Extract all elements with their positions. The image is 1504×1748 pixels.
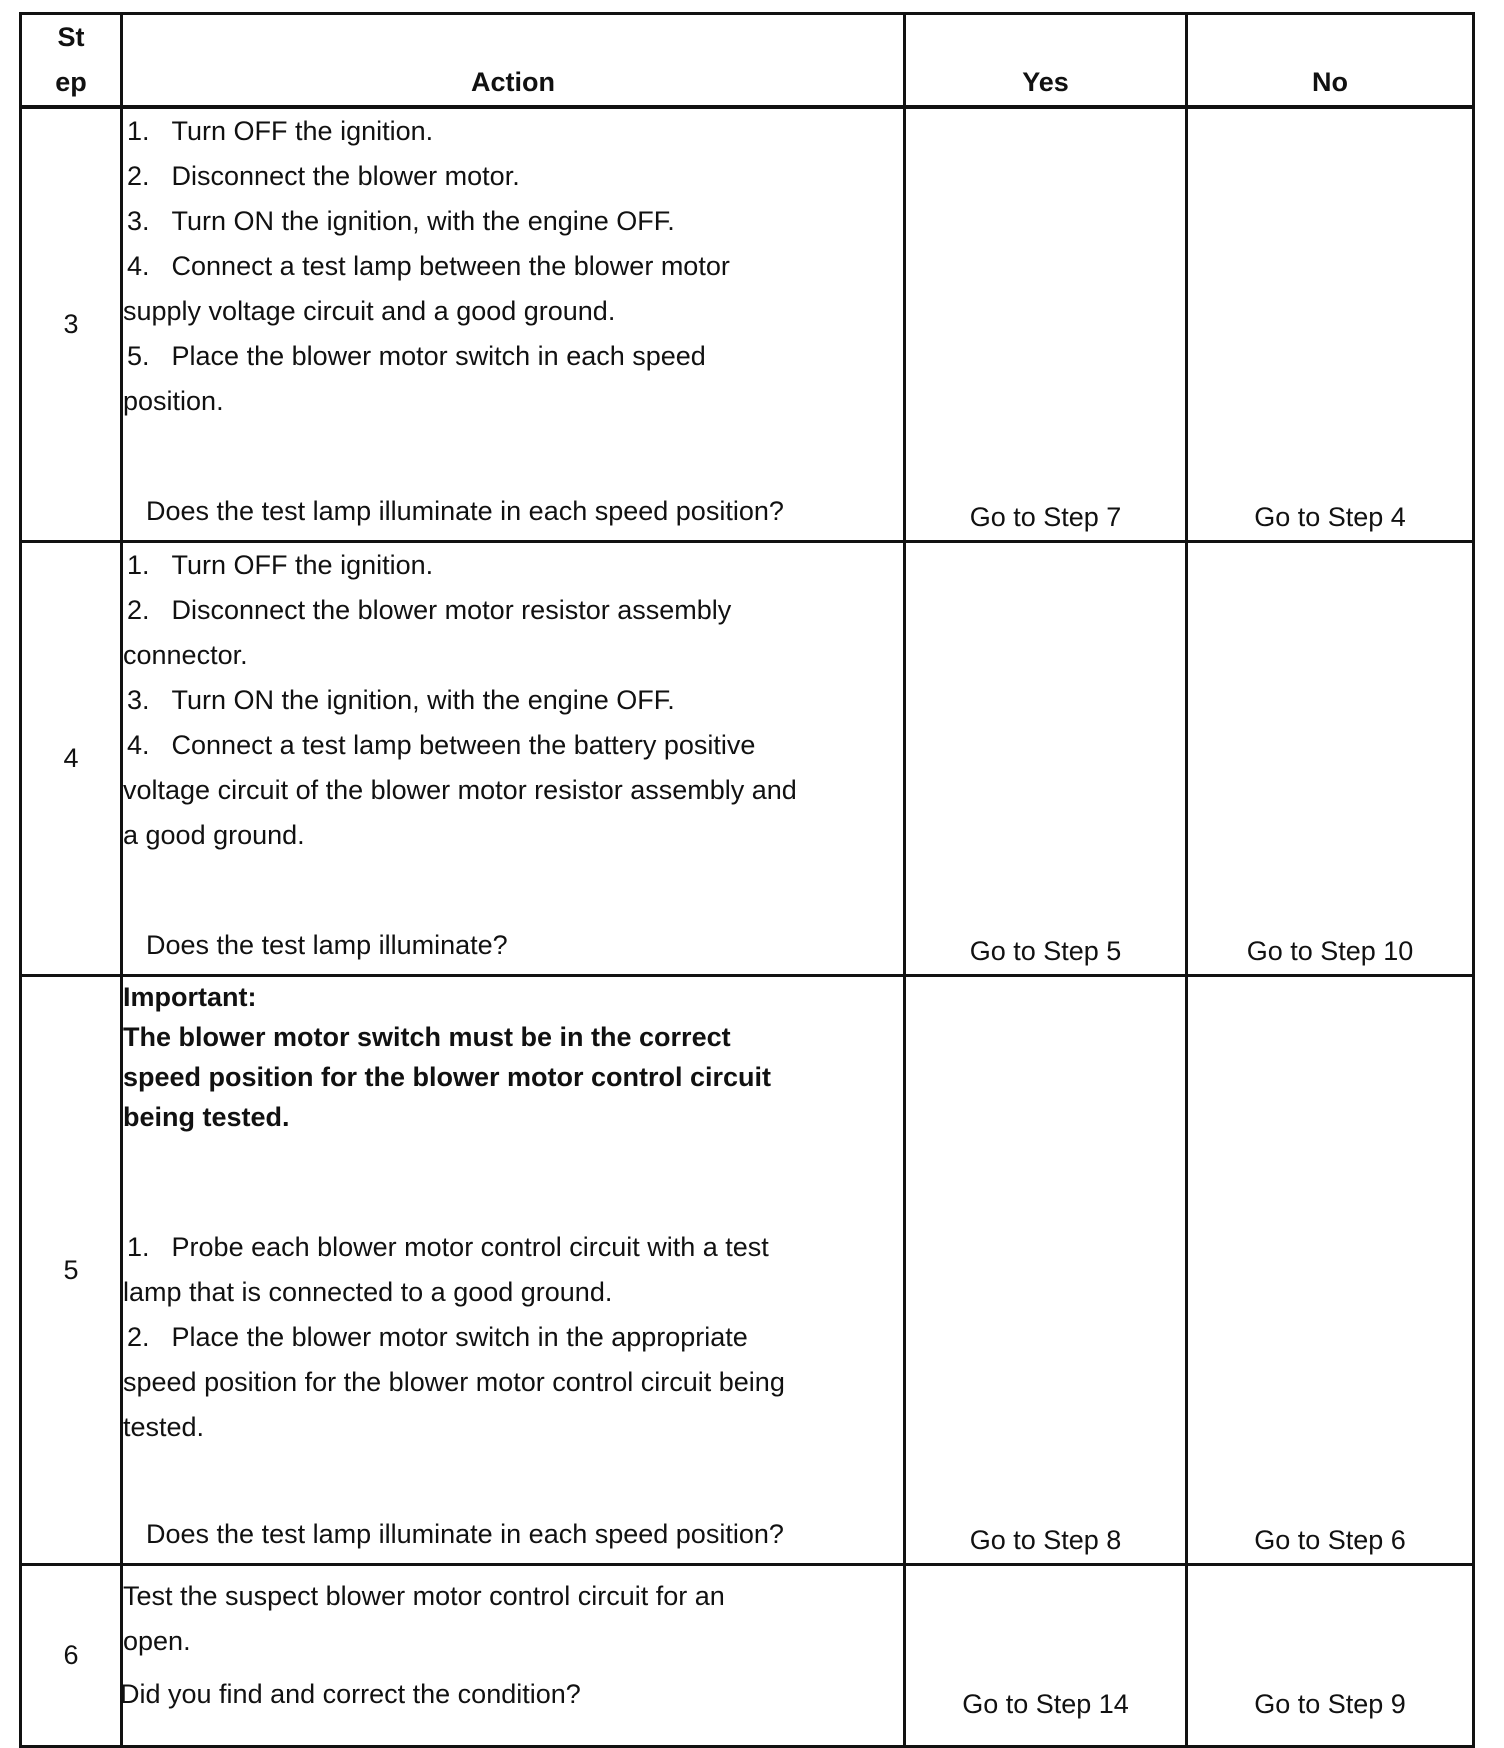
action-item: 2. Disconnect the blower motor. (127, 161, 520, 191)
diagnostic-document (19, 12, 1472, 1748)
action-item: 4. Connect a test lamp between the blower motor (127, 251, 730, 281)
action-item-continuation: voltage circuit of the blower motor resistor assembly and (123, 775, 797, 805)
action-item: 2. Place the blower motor switch in the appropriate (127, 1322, 748, 1352)
step-question: Does the test lamp illuminate in each speed position? (146, 1519, 784, 1549)
no-result: Go to Step 6 (1187, 976, 1474, 1565)
action-item-continuation: a good ground. (123, 820, 305, 850)
no-result: Go to Step 4 (1187, 107, 1474, 542)
action-item: 1. Turn OFF the ignition. (127, 116, 434, 146)
action-item-continuation: lamp that is connected to a good ground. (123, 1277, 613, 1307)
table-row-step-5 (21, 976, 1474, 1565)
action-cell (122, 542, 905, 976)
action-cell (122, 976, 905, 1565)
important-note-line: speed position for the blower motor control circuit (123, 1062, 772, 1092)
action-cell (122, 1565, 905, 1747)
action-item-continuation: position. (123, 386, 224, 416)
action-text-line: open. (123, 1626, 191, 1656)
step-question: Does the test lamp illuminate? (146, 930, 508, 960)
yes-result: Go to Step 5 (905, 542, 1187, 976)
important-note-line: The blower motor switch must be in the correct (123, 1022, 731, 1052)
step-header-line-1: St (57, 22, 85, 52)
step-column-header (21, 14, 122, 108)
yes-result: Go to Step 7 (905, 107, 1187, 542)
no-column-header: No (1187, 14, 1474, 108)
action-item: 4. Connect a test lamp between the battery positive (127, 730, 756, 760)
step-number: 4 (21, 542, 122, 976)
diagnostic-steps-table (19, 12, 1475, 1748)
no-result: Go to Step 10 (1187, 542, 1474, 976)
table-header-row (21, 14, 1474, 108)
no-result: Go to Step 9 (1187, 1565, 1474, 1747)
yes-column-header: Yes (905, 14, 1187, 108)
action-item: 1. Probe each blower motor control circuit with a test (127, 1232, 769, 1262)
step-question: Did you find and correct the condition? (120, 1679, 581, 1709)
action-item-continuation: connector. (123, 640, 248, 670)
action-item-continuation: tested. (123, 1412, 205, 1442)
action-cell (122, 107, 905, 542)
action-item: 3. Turn ON the ignition, with the engine OFF. (127, 206, 675, 236)
important-note-line: being tested. (123, 1102, 290, 1132)
step-question: Does the test lamp illuminate in each speed position? (146, 496, 784, 526)
action-text-line: Test the suspect blower motor control circuit for an (123, 1581, 725, 1611)
step-header-line-2: ep (55, 67, 87, 97)
action-column-header: Action (122, 14, 905, 108)
step-number: 3 (21, 107, 122, 542)
important-label: Important: (123, 982, 257, 1012)
action-item: 5. Place the blower motor switch in each speed (127, 341, 706, 371)
action-item: 2. Disconnect the blower motor resistor assembly (127, 595, 732, 625)
table-row-step-6 (21, 1565, 1474, 1747)
yes-result: Go to Step 14 (905, 1565, 1187, 1747)
step-number: 5 (21, 976, 122, 1565)
action-item-continuation: supply voltage circuit and a good ground. (123, 296, 616, 326)
table-row-step-3 (21, 107, 1474, 542)
action-item-continuation: speed position for the blower motor control circuit being (123, 1367, 785, 1397)
action-item: 1. Turn OFF the ignition. (127, 550, 434, 580)
step-number: 6 (21, 1565, 122, 1747)
action-item: 3. Turn ON the ignition, with the engine OFF. (127, 685, 675, 715)
table-row-step-4 (21, 542, 1474, 976)
yes-result: Go to Step 8 (905, 976, 1187, 1565)
